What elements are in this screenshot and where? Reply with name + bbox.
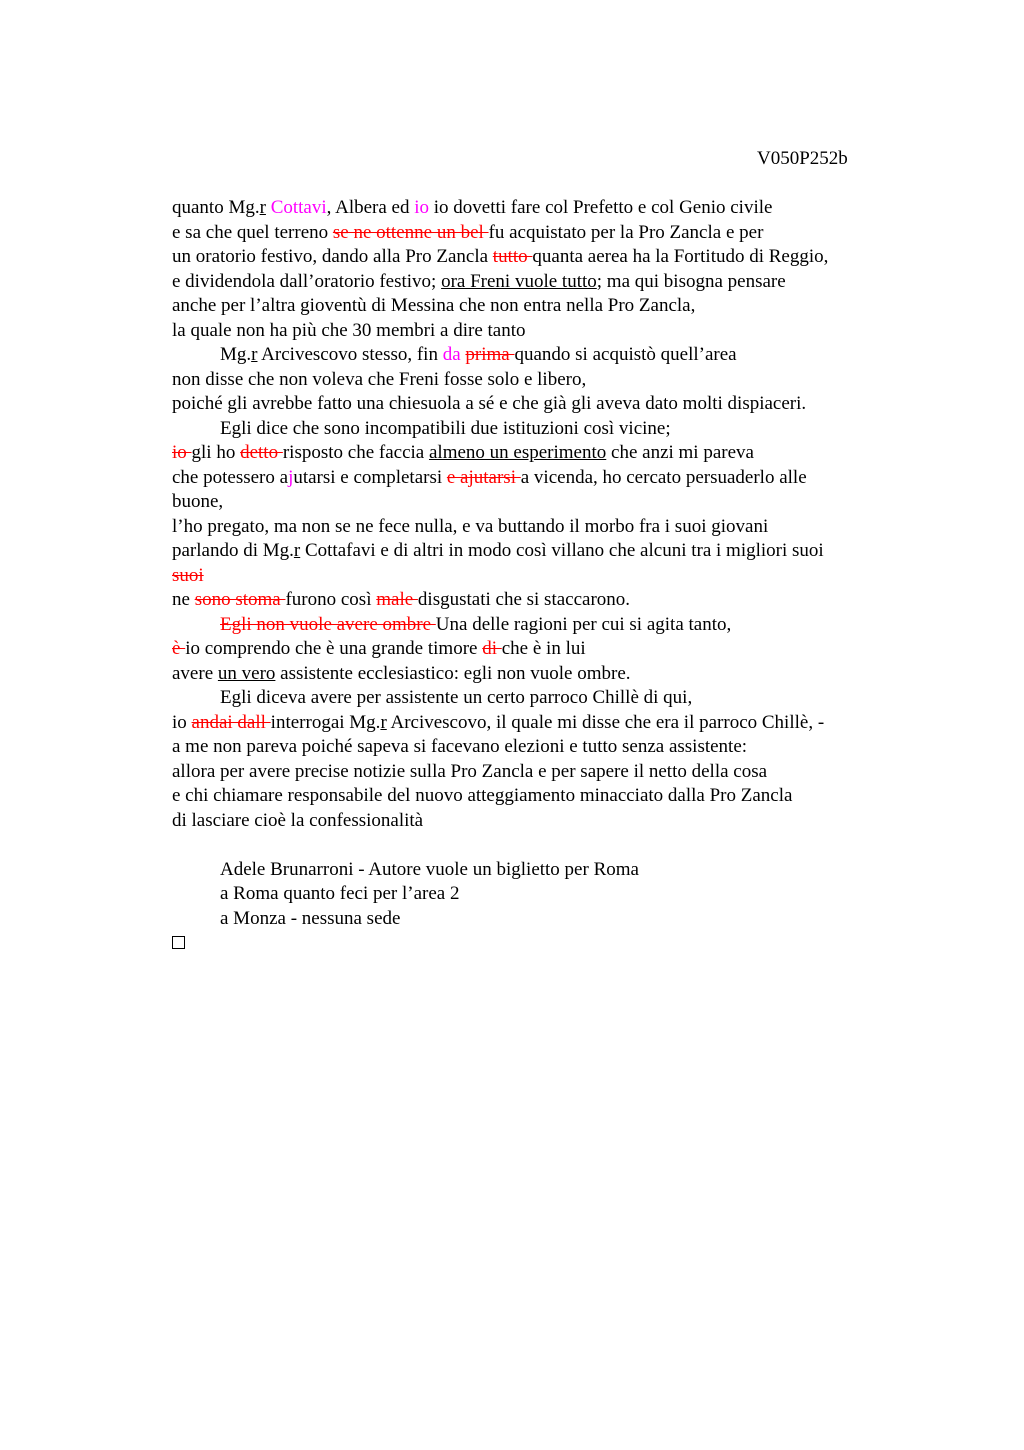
underlined-text: r <box>293 540 301 561</box>
text-segment: quanto Mg. <box>172 197 260 218</box>
text-segment: a me non pareva poiché sapeva si facevano elezioni e tutto senza assistente: <box>172 736 748 757</box>
text-segment: poiché gli avrebbe fatto una chiesuola a sé e che già gli aveva dato molti dispiaceri. <box>172 393 807 414</box>
underlined-text: almeno un esperimento <box>428 442 607 463</box>
manuscript-transcription <box>172 196 932 956</box>
text-segment: Arcivescovo, il quale mi disse che era il parroco Chillè, - <box>386 711 825 733</box>
text-segment: che anzi mi pareva <box>606 442 754 463</box>
text-segment: non disse che non voleva che Freni fosse solo e libero, <box>172 368 587 390</box>
text-segment: assistente ecclesiastico: egli non vuole ombre. <box>275 662 631 684</box>
text-segment: disgustati che si staccarono. <box>417 589 631 610</box>
text-line <box>172 588 932 613</box>
text-segment: di lasciare cioè la confessionalità <box>172 809 424 831</box>
underlined-text: ora Freni vuole tutto <box>441 270 597 292</box>
text-line <box>172 686 932 711</box>
checkbox-icon <box>172 936 185 949</box>
text-line <box>172 735 932 760</box>
inserted-text: da <box>442 344 461 365</box>
text-line <box>172 515 932 540</box>
text-line <box>172 417 932 442</box>
underlined-text: r <box>251 344 258 365</box>
text-segment: avere <box>172 662 218 684</box>
text-line <box>172 564 932 589</box>
text-segment: e sa che quel terreno <box>172 221 333 243</box>
deleted-text: andai dall <box>191 711 271 733</box>
text-segment: quando si acquistò quell’area <box>514 344 737 365</box>
text-segment: io <box>172 711 192 733</box>
text-line <box>172 196 932 221</box>
deleted-text: detto <box>240 442 283 463</box>
text-segment: , Albera ed <box>326 197 415 218</box>
deleted-text: sono stoma <box>194 589 286 610</box>
text-line <box>172 613 932 638</box>
deleted-text: prima <box>465 344 515 365</box>
page-identifier: V050P252b <box>757 148 848 169</box>
text-segment: parlando di Mg. <box>172 540 294 561</box>
deleted-text: tutto <box>492 246 533 267</box>
inserted-text: j <box>288 466 294 488</box>
text-segment: interrogai Mg. <box>270 711 381 733</box>
deleted-text: male <box>376 589 418 610</box>
text-segment: risposto che faccia <box>282 442 429 463</box>
text-segment: Egli diceva avere per assistente un certo parroco Chillè di qui, <box>220 687 693 708</box>
text-segment: gli ho <box>191 442 241 463</box>
text-line <box>172 711 932 736</box>
text-segment: che è in lui <box>501 638 586 659</box>
text-segment: ne <box>172 589 195 610</box>
text-segment: io comprendo che è una grande timore <box>185 638 483 659</box>
text-line <box>172 637 932 662</box>
text-segment: quanta aerea ha la Fortitudo di Reggio, <box>532 246 829 267</box>
text-segment: ; ma qui bisogna pensare <box>596 270 786 292</box>
text-line <box>172 539 932 564</box>
text-segment: utarsi e completarsi <box>293 466 447 488</box>
text-segment: e chi chiamare responsabile del nuovo atteggiamento minacciato dalla Pro Zancla <box>172 785 793 806</box>
text-line <box>172 490 932 515</box>
deleted-text: di <box>482 638 502 659</box>
text-segment: a Monza - nessuna sede <box>220 907 401 929</box>
underlined-text: r <box>259 197 266 218</box>
text-segment: fu acquistato per la Pro Zancla e per <box>488 221 764 243</box>
text-segment: buone, <box>172 491 224 512</box>
text-line <box>172 221 932 246</box>
text-line <box>172 784 932 809</box>
text-line <box>172 907 932 932</box>
text-segment: io dovetti fare col Prefetto e col Genio civile <box>429 197 773 218</box>
underlined-text: r <box>380 711 387 733</box>
text-line <box>172 245 932 270</box>
text-line <box>172 270 932 295</box>
text-segment: e dividendola dall’oratorio festivo; <box>172 270 442 292</box>
text-segment: Arcivescovo stesso, fin <box>257 344 443 365</box>
text-segment: allora per avere precise notizie sulla Pro Zancla e per sapere il netto della cosa <box>172 760 768 782</box>
underlined-text: un vero <box>217 662 276 684</box>
blank-line <box>172 833 932 858</box>
checkbox-line <box>172 931 932 956</box>
text-segment: l’ho pregato, ma non se ne fece nulla, e va buttando il morbo fra i suoi giovani <box>172 515 769 537</box>
text-line <box>172 662 932 687</box>
text-line <box>172 809 932 834</box>
deleted-text: suoi <box>172 564 204 586</box>
text-segment: Una delle ragioni per cui si agita tanto, <box>435 613 732 635</box>
text-segment: Egli dice che sono incompatibili due istituzioni così vicine; <box>220 417 671 439</box>
text-segment: un oratorio festivo, dando alla Pro Zancla <box>172 246 493 267</box>
deleted-text: e ajutarsi <box>446 466 521 488</box>
text-line <box>172 858 932 883</box>
text-line <box>172 441 932 466</box>
deleted-text: se ne ottenne un bel <box>332 221 489 243</box>
text-segment: che potessero a <box>172 466 289 488</box>
text-segment: a vicenda, ho cercato persuaderlo alle <box>520 466 807 488</box>
deleted-text: Egli non vuole avere ombre <box>220 613 436 635</box>
text-segment: la quale non ha più che 30 membri a dire tanto <box>172 319 526 341</box>
text-line <box>172 319 932 344</box>
inserted-text: io <box>414 197 429 218</box>
text-segment: Adele Brunarroni - Autore vuole un biglietto per Roma <box>220 858 639 880</box>
text-line <box>172 343 932 368</box>
text-line <box>172 466 932 491</box>
deleted-text: io <box>172 442 192 463</box>
text-line <box>172 760 932 785</box>
text-segment: anche per l’altra gioventù di Messina che non entra nella Pro Zancla, <box>172 295 696 316</box>
text-line <box>172 368 932 393</box>
text-segment: Mg. <box>220 344 252 365</box>
deleted-text: è <box>172 638 186 659</box>
text-line <box>172 294 932 319</box>
text-line <box>172 882 932 907</box>
text-segment: furono così <box>285 589 377 610</box>
text-segment: a Roma quanto feci per l’area 2 <box>220 883 460 904</box>
text-line <box>172 392 932 417</box>
inserted-text: Cottavi <box>270 197 327 218</box>
text-segment: Cottafavi e di altri in modo così villano che alcuni tra i migliori suoi <box>300 540 824 561</box>
